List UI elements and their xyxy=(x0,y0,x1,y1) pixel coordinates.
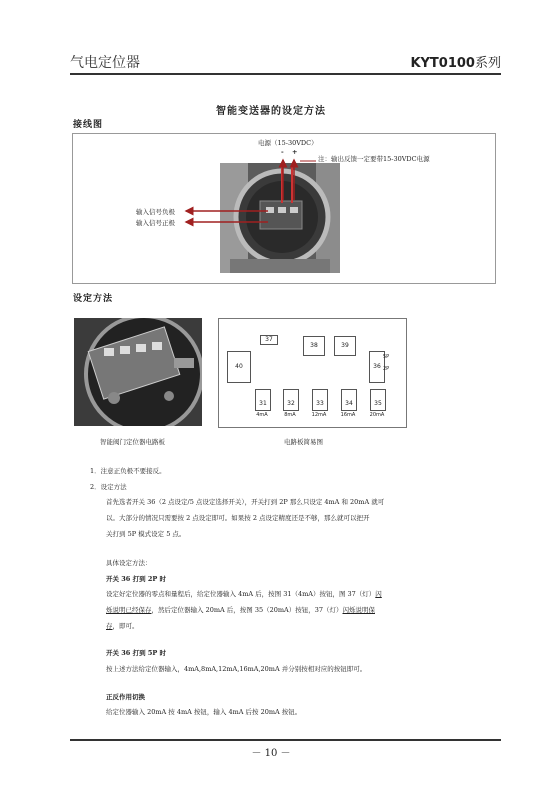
power-label: 电源（15-30VDC） xyxy=(258,139,318,147)
specific-heading: 具体设定方法： xyxy=(106,559,152,567)
header-title: 气电定位器 xyxy=(70,55,140,71)
button-33[interactable] xyxy=(312,389,328,411)
model-name: KYT0100 xyxy=(410,56,475,71)
wiring-arrows xyxy=(0,0,542,300)
mode-5p-heading: 开关 36 打到 5P 时 xyxy=(106,649,167,657)
note-item-1: 1．注意正负极不要接反。 xyxy=(90,467,166,475)
setup-paragraph-line-2: 以。大部分的情况只需要按 2 点设定即可。如果按 2 点设定精度还是不够，那么就可以把开 xyxy=(106,514,370,522)
photo-caption: 智能阀门定位器电路板 xyxy=(100,438,165,446)
button-32-label: 8mA xyxy=(284,412,296,418)
mode-2p-underline-1: 闪 xyxy=(375,590,382,598)
note-item-2: 2．设定方法 xyxy=(90,483,127,491)
button-35-label: 20mA xyxy=(369,412,385,418)
power-minus: - xyxy=(281,148,284,156)
mode-2p-line-3 xyxy=(106,618,501,634)
mode-2p-paragraph xyxy=(106,586,501,634)
button-35-num: 35 xyxy=(374,400,382,407)
button-31-num: 31 xyxy=(259,400,267,407)
button-32-num: 32 xyxy=(287,400,295,407)
mode-2p-underline-2: 烁说明已经保存 xyxy=(106,606,152,614)
button-32[interactable] xyxy=(283,389,299,411)
setup-heading: 设定方法 xyxy=(73,294,114,304)
setup-paragraph xyxy=(106,494,501,542)
button-34-num: 34 xyxy=(345,400,353,407)
component-38: 38 xyxy=(303,336,325,356)
reverse-paragraph: 给定位器输入 20mA 按 4mA 按钮，输入 4mA 后按 20mA 按钮。 xyxy=(106,708,302,716)
mode-2p-text-2: ，然后定位器输入 20mA 后，按图 35（20mA）按钮，37（灯） xyxy=(151,606,343,614)
page-number: － 10 － xyxy=(251,748,291,759)
model-suffix: 系列 xyxy=(474,56,501,71)
setup-paragraph-line-3: 关打到 5P 模式设定 5 点。 xyxy=(106,530,186,538)
component-40: 40 xyxy=(227,351,251,383)
page-title: 智能变送器的设定方法 xyxy=(216,106,326,117)
circuit-board-photo xyxy=(74,318,202,426)
button-33-label: 12mA xyxy=(311,412,327,418)
button-35[interactable] xyxy=(370,389,386,411)
mode-2p-text-1: 设定好定位器的零点和量程后，给定位器输入 4mA 后，按图 31（4mA）按钮，图 37（灯） xyxy=(106,590,376,598)
mode-2p-text-3: ，即可。 xyxy=(112,622,139,630)
power-plus: + xyxy=(292,148,298,156)
mode-2p-line-1 xyxy=(106,586,501,602)
wiring-heading: 接线图 xyxy=(73,120,104,130)
footer-rule xyxy=(70,739,501,741)
mode-2p-underline-4: 存 xyxy=(106,622,113,630)
circuit-board-photo-graphic xyxy=(74,318,202,426)
switch-2p-label: 2P xyxy=(383,366,390,372)
mode-2p-heading: 开关 36 打到 2P 时 xyxy=(106,575,167,583)
circuit-board-diagram xyxy=(218,318,407,428)
button-34[interactable] xyxy=(341,389,357,411)
wiring-note: 注：输出反馈一定要带15-30VDC电源 xyxy=(318,155,430,163)
switch-5p-label: 5P xyxy=(383,354,390,360)
switch-36[interactable]: 36 xyxy=(369,351,385,383)
led-37: 37 xyxy=(260,335,278,345)
mode-2p-underline-3: 闪烁说明保 xyxy=(342,606,375,614)
button-33-num: 33 xyxy=(316,400,324,407)
mode-5p-paragraph: 按上述方法给定位器输入，4mA,8mA,12mA,16mA,20mA 并分别按相对应的按钮即可。 xyxy=(106,665,367,673)
button-31-label: 4mA xyxy=(256,412,268,418)
button-34-label: 16mA xyxy=(340,412,356,418)
board-caption: 电路板简易图 xyxy=(284,438,323,446)
button-31[interactable] xyxy=(255,389,271,411)
signal-negative-label: 输入信号负极 xyxy=(136,208,175,216)
signal-positive-label: 输入信号正极 xyxy=(136,219,175,227)
component-39: 39 xyxy=(334,336,356,356)
setup-paragraph-line-1: 首先选者开关 36（2 点设定/5 点设定选择开关），开关打到 2P 那么只设定 4mA 和 20mA 就可 xyxy=(106,498,385,506)
reverse-heading: 正反作用切换 xyxy=(106,693,145,701)
mode-2p-line-2 xyxy=(106,602,501,618)
